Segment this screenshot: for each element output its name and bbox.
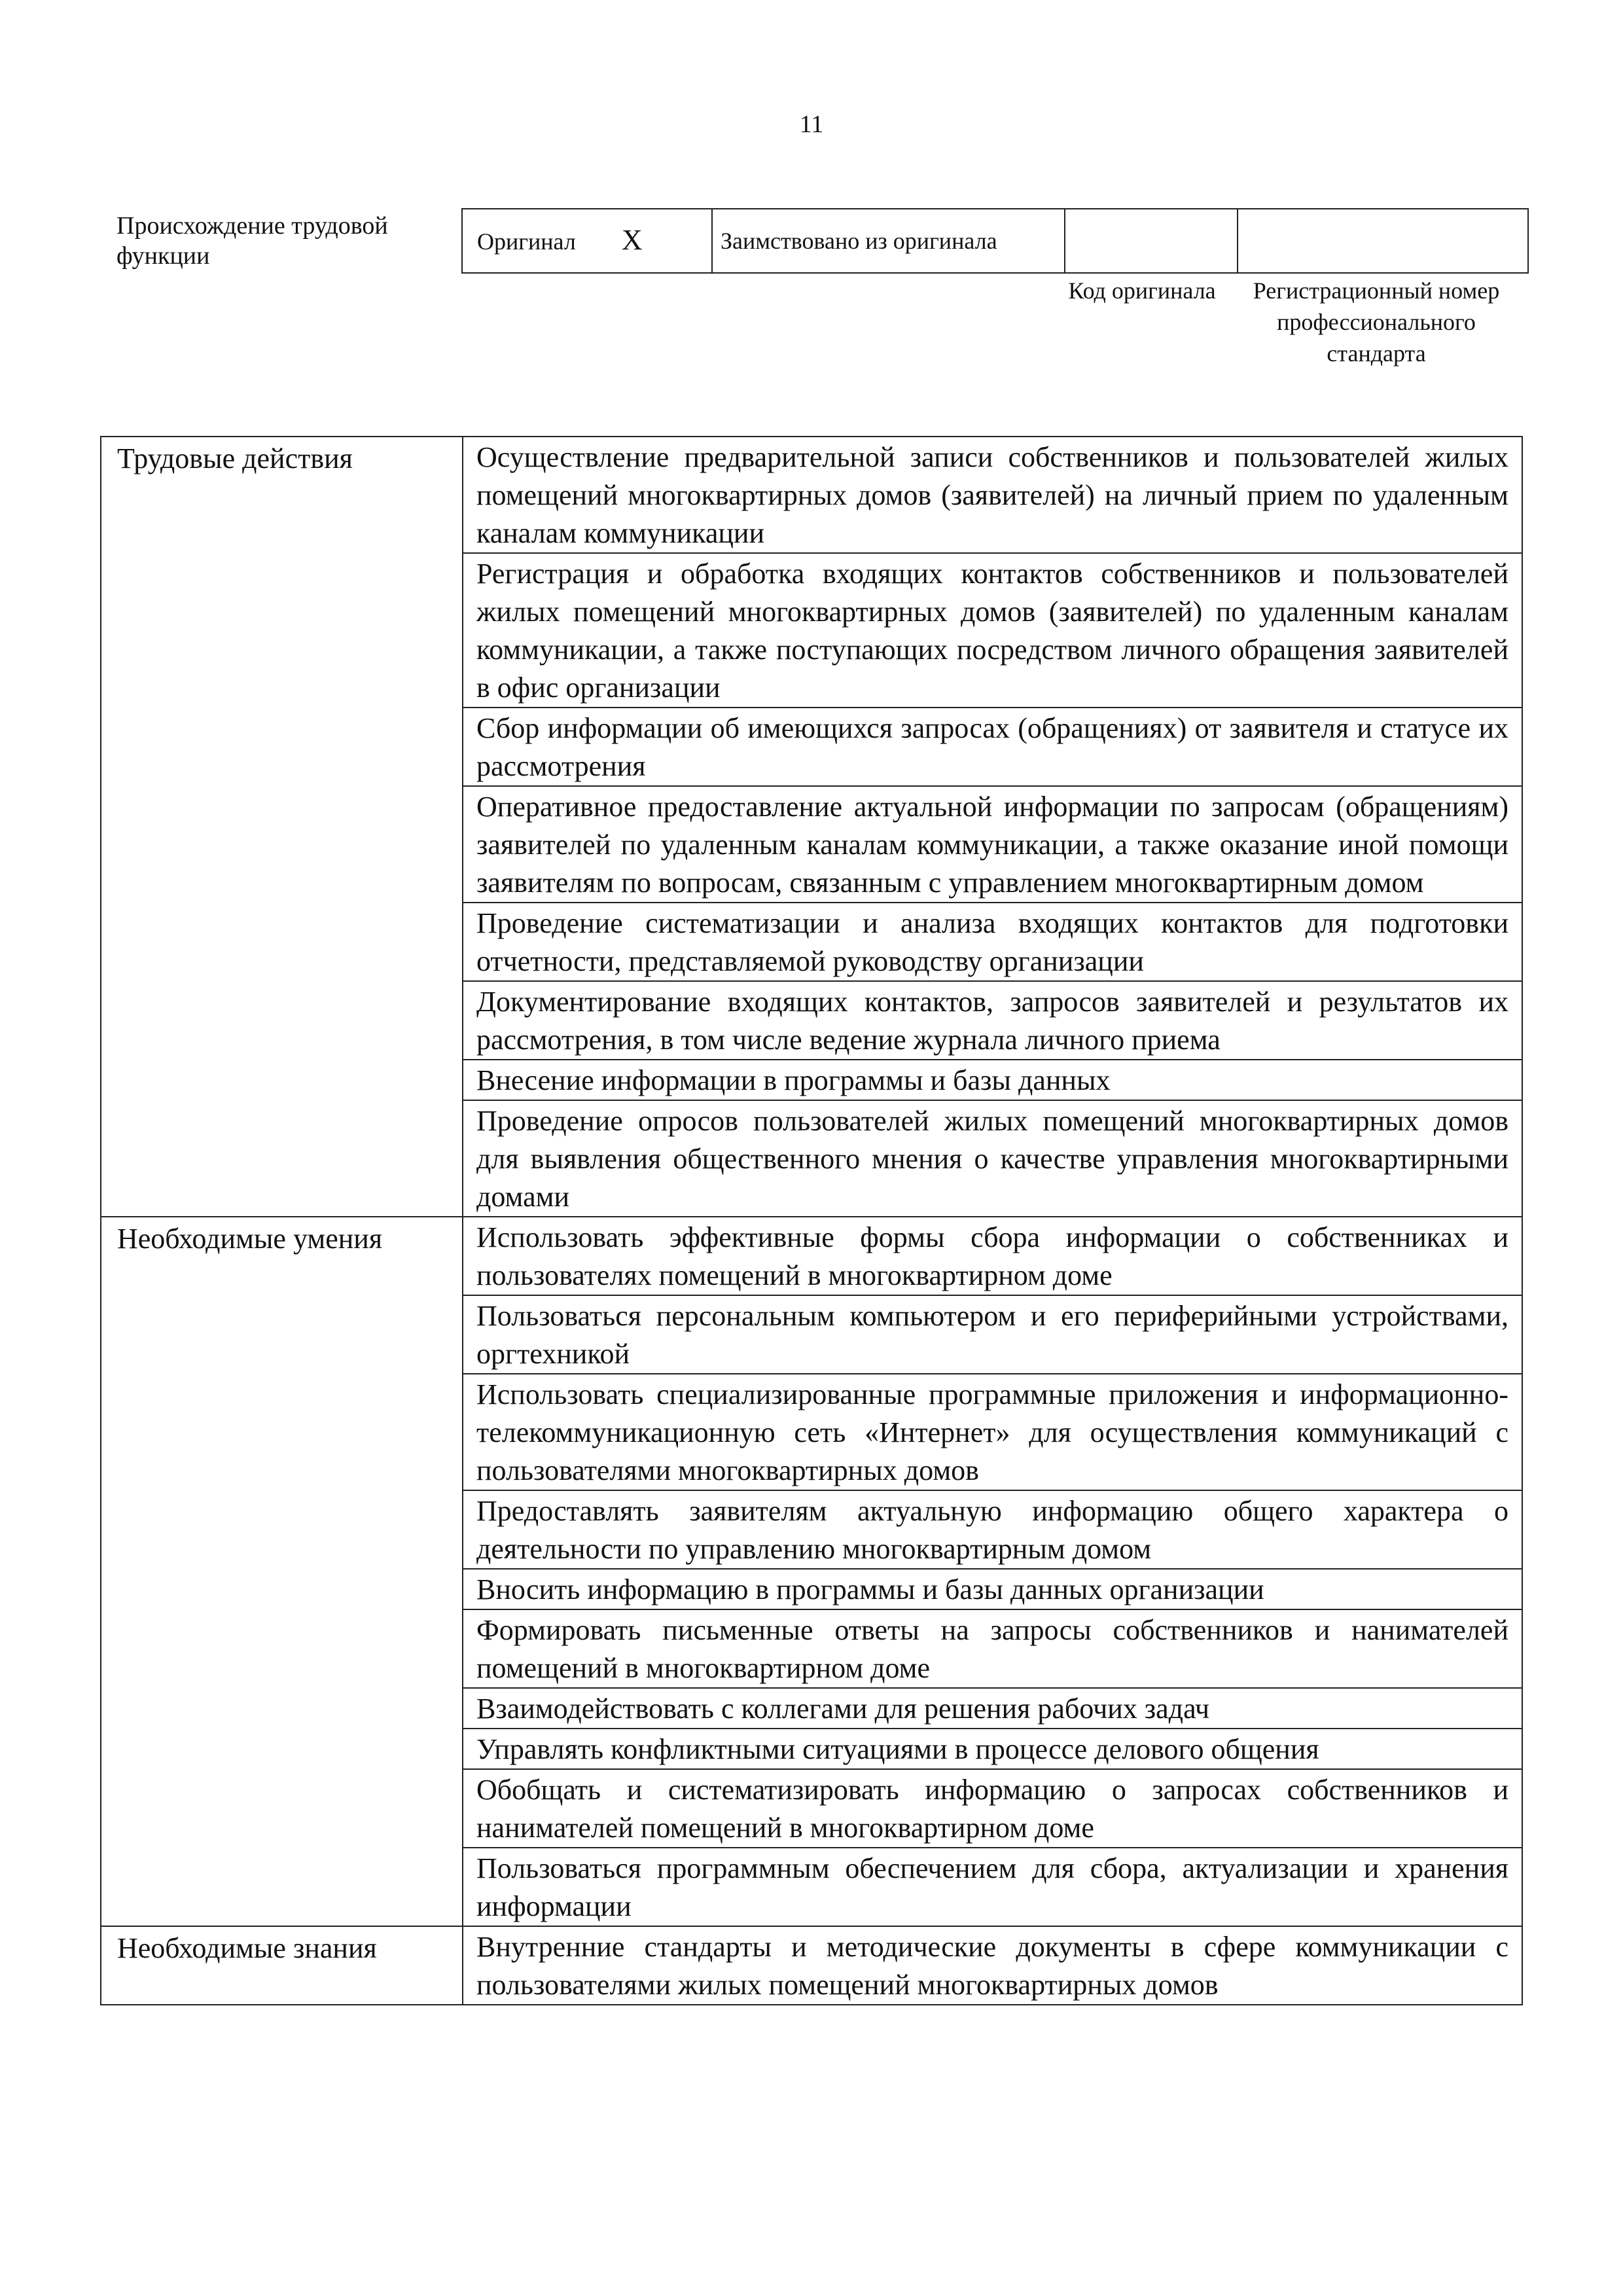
section-item: Взаимодействовать с коллегами для решения рабочих задач xyxy=(463,1688,1522,1729)
section-title: Необходимые умения xyxy=(101,1217,463,1926)
section-item: Внутренние стандарты и методические документы в сфере коммуникации с пользователями жилых помещений многоквартирных домов xyxy=(463,1926,1522,2005)
section-item: Сбор информации об имеющихся запросах (обращениях) от заявителя и статусе их рассмотрения xyxy=(463,708,1522,786)
section-item: Пользоваться персональным компьютером и его периферийными устройствами, оргтехникой xyxy=(463,1295,1522,1374)
section-item: Внесение информации в программы и базы данных xyxy=(463,1060,1522,1100)
section-item: Проведение систематизации и анализа входящих контактов для подготовки отчетности, представляемой руководству организации xyxy=(463,903,1522,981)
section-item: Документирование входящих контактов, запросов заявителей и результатов их рассмотрения, в том числе ведение журнала личного приема xyxy=(463,981,1522,1060)
section-item: Формировать письменные ответы на запросы собственников и нанимателей помещений в многоквартирном доме xyxy=(463,1609,1522,1688)
origin-borrowed-cell xyxy=(712,209,1065,273)
table-row xyxy=(101,437,1522,553)
section-title: Трудовые действия xyxy=(101,437,463,1217)
section-item: Регистрация и обработка входящих контактов собственников и пользователей жилых помещений многоквартирных домов (заявителей) по удаленным каналам коммуникации, а также поступающих посредством личного обращения заявителей в офис организации xyxy=(463,553,1522,708)
section-item: Обобщать и систематизировать информацию о запросах собственников и нанимателей помещений в многоквартирном доме xyxy=(463,1769,1522,1848)
labor-function-table xyxy=(100,436,1523,2005)
origin-borrowed-label: Заимствовано из оригинала xyxy=(721,228,997,254)
origin-code-cell xyxy=(1065,209,1238,273)
origin-original-cell xyxy=(462,209,712,273)
origin-original-label: Оригинал xyxy=(477,228,576,255)
section-title: Необходимые знания xyxy=(101,1926,463,2005)
section-item: Проведение опросов пользователей жилых помещений многоквартирных домов для выявления общественного мнения о качестве управления многоквартирными домами xyxy=(463,1100,1522,1217)
code-caption: Код оригинала xyxy=(1068,278,1216,304)
origin-label: Происхождение трудовой функции xyxy=(116,212,388,270)
reg-number-caption: Регистрационный номер профессионального стандарта xyxy=(1253,278,1500,367)
section-item: Пользоваться программным обеспечением для сбора, актуализации и хранения информации xyxy=(463,1848,1522,1926)
section-item: Вносить информацию в программы и базы данных организации xyxy=(463,1569,1522,1609)
origin-reg-cell xyxy=(1238,209,1528,273)
section-item: Осуществление предварительной записи собственников и пользователей жилых помещений многоквартирных домов (заявителей) на личный прием по удаленным каналам коммуникации xyxy=(463,437,1522,553)
section-item: Предоставлять заявителям актуальную информацию общего характера о деятельности по управлению многоквартирным домом xyxy=(463,1490,1522,1569)
origin-table xyxy=(461,208,1529,274)
origin-original-mark: X xyxy=(621,224,643,256)
section-item: Использовать эффективные формы сбора информации о собственниках и пользователях помещений в многоквартирном доме xyxy=(463,1217,1522,1295)
section-item: Оперативное предоставление актуальной информации по запросам (обращениям) заявителей по удаленным каналам коммуникации, а также оказание иной помощи заявителям по вопросам, связанным с управлением многоквартирным домом xyxy=(463,786,1522,903)
page-number: 11 xyxy=(799,111,824,138)
table-row xyxy=(101,1926,1522,2005)
table-row xyxy=(101,1217,1522,1295)
section-item: Управлять конфликтными ситуациями в процессе делового общения xyxy=(463,1729,1522,1769)
section-item: Использовать специализированные программные приложения и информационно-телекоммуникационную сеть «Интернет» для осуществления коммуникаций с пользователями многоквартирных домов xyxy=(463,1374,1522,1490)
